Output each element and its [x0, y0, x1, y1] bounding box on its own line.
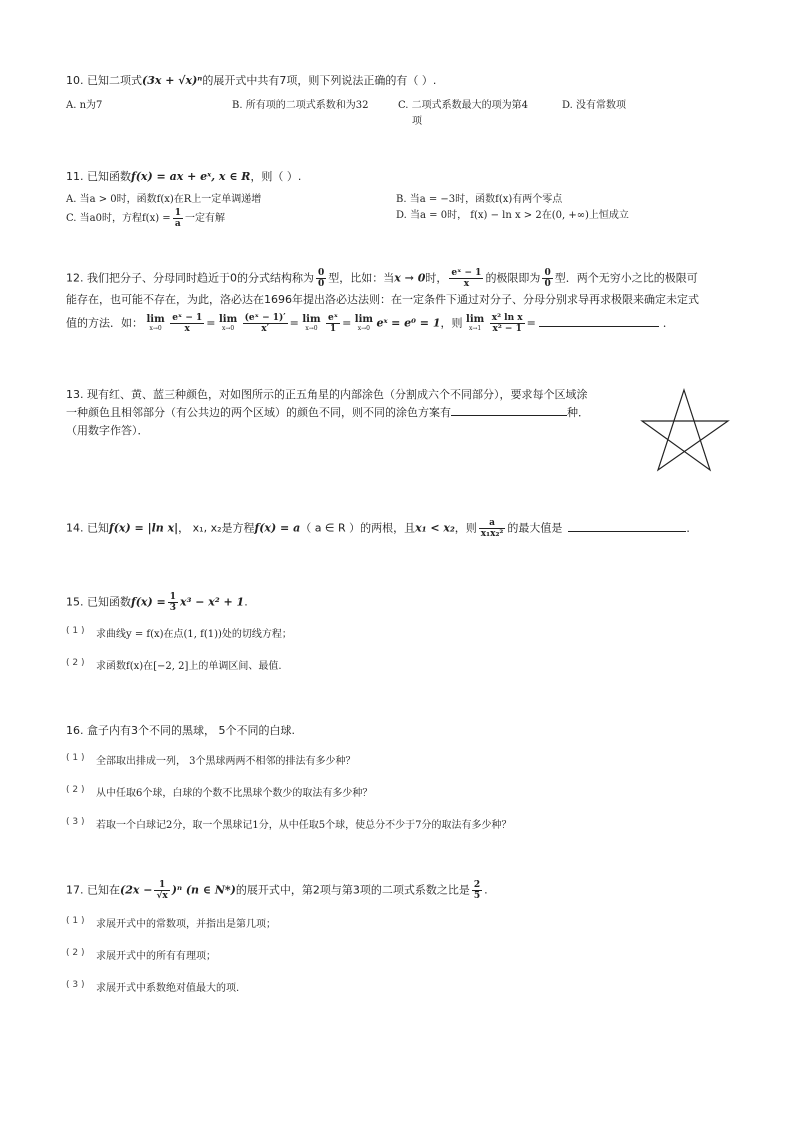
q12-lim-2-text: lim	[218, 313, 238, 325]
q10-option-d[interactable]: D. 没有常数项	[562, 100, 627, 111]
q17-inner-frac-num: 1	[154, 880, 169, 891]
pentagram-star-outline	[642, 390, 728, 470]
q10-option-c[interactable]: C. 二项式系数最大的项为第4	[398, 100, 529, 111]
q12-line-3: 值的方法．如： lim x→0 $\frac{\text{eˣ − 1}}{x}$ = lim x→0 $\frac{\text{(eˣ − 1)′}}{x'}$ = lim x→0 $\frac{\text{eˣ}}{1}$ = lim x→0 eˣ = e⁰ = 1，则 lim x→1 $\frac{\text{x² ln x}}{\text{x² − 1}}$ = ．	[66, 313, 674, 334]
q12-lim-frac-2	[243, 313, 288, 334]
q12-lim-1-text: lim	[146, 313, 165, 325]
q11-c-fraction	[173, 208, 183, 229]
q12-lim-4-sub: x→0	[357, 324, 370, 332]
q11-option-c-text: C. 当a0时，方程f(x) =	[66, 213, 171, 224]
q12-lim-3-sub: x→0	[305, 324, 318, 332]
q16-sub-1-num: ( 1 )	[66, 753, 85, 763]
q14-stem	[66, 518, 730, 539]
q11-option-c-tail: 一定有解	[184, 213, 225, 224]
q14-f-abs: f(x) = |ln x|	[109, 521, 179, 535]
question-10-stem	[66, 72, 730, 90]
q15-sub-2-text: 求函数f(x)在[−2, 2]上的单调区间、最值.	[96, 661, 282, 672]
q12-frac-00-num: 0	[318, 268, 325, 278]
q14-stem-a: 14. 已知	[66, 521, 109, 535]
q12-question-frac-den: x² − 1	[492, 324, 522, 334]
q12-lim-5-text: lim	[466, 313, 485, 325]
q13-line-2	[66, 404, 636, 422]
q14-stem-d: ，则	[454, 521, 477, 535]
q12-frac-00b-den: 0	[544, 279, 551, 289]
question-17	[66, 880, 730, 997]
q12-line1-b: 型，比如：当	[328, 271, 395, 285]
question-11	[66, 168, 730, 228]
q13-answer-blank[interactable]	[451, 414, 567, 416]
q14-ratio	[479, 518, 506, 539]
q10-option-a[interactable]: A. n为7	[66, 100, 103, 111]
q11-option-d[interactable]: D. 当a = 0时， f(x) − ln x > 2在(0, +∞)上恒成立	[396, 210, 629, 221]
q12-line-2: 能存在，也可能不存在，为此，洛必达在1696年提出洛必达法则：在一定条件下通过对分子、分母分别求导再求极限来确定未定式	[66, 293, 699, 306]
q15-frac	[168, 592, 178, 613]
q17-inner-frac-den: √x	[156, 891, 168, 901]
q17-sub-3	[66, 981, 730, 997]
q17-stem-end: .	[484, 883, 488, 897]
q10-option-b[interactable]: B. 所有项的二项式系数和为32	[232, 100, 369, 111]
q17-sub-1	[66, 917, 730, 933]
q12-lim-frac-3-num: eˣ	[328, 313, 339, 323]
q17-stem-b: 的展开式中，第2项与第3项的二项式系数之比是	[235, 883, 470, 897]
q15-stem	[66, 592, 730, 613]
q12-lim-4	[355, 315, 373, 333]
q12-lim-3-text: lim	[302, 313, 321, 325]
q11-option-c[interactable]	[66, 208, 225, 229]
q12-lim-1	[147, 315, 165, 333]
q13-line-1: 13. 现有红、黄、蓝三种颜色，对如图所示的正五角星的内部涂色（分割成六个不同部分），要求每个区域涂	[66, 388, 588, 401]
q13-line-3: （用数字作答）．	[66, 424, 149, 437]
q12-lim-5	[466, 315, 484, 333]
question-11-stem	[66, 168, 730, 186]
q15-sub-1	[66, 627, 730, 643]
q14-ratio-num: a	[479, 518, 506, 529]
q12-line1-a: 12. 我们把分子、分母同时趋近于0的分式结构称为	[66, 271, 314, 285]
q12-frac-ex-num: eˣ − 1	[451, 268, 482, 278]
q15-frac-den: 3	[169, 603, 177, 613]
q12-frac-00-den: 0	[318, 279, 325, 289]
question-13	[66, 386, 636, 440]
question-10	[66, 72, 730, 130]
q11-options	[66, 192, 730, 228]
pentagram-figure	[636, 386, 736, 476]
q10-options	[66, 98, 730, 130]
q17-ratio	[472, 880, 482, 901]
q10-stem-post: 的展开式中共有7项，则下列说法正确的有（ ）.	[202, 74, 437, 87]
question-14	[66, 518, 730, 539]
q16-sub-3-num: ( 3 )	[66, 817, 85, 827]
q12-lim-4-text: lim	[354, 313, 373, 325]
q12-line1-d: 的极限即为	[485, 271, 541, 285]
q11-option-b[interactable]: B. 当a = −3时，函数f(x)有两个零点	[396, 194, 563, 205]
q12-frac-ex	[449, 268, 483, 289]
q14-stem-e: 的最大值是	[507, 521, 563, 535]
q17-sub-1-num: ( 1 )	[66, 916, 85, 926]
q12-line3-b: ，则	[440, 316, 463, 330]
q12-frac-ex-den: x	[463, 279, 470, 289]
q11-stem-pre: 11. 已知函数	[66, 170, 131, 183]
q12-frac-00	[316, 268, 326, 289]
q12-line1-e: 型．两个无穷小之比的极限可	[554, 271, 698, 285]
q12-answer-blank[interactable]	[539, 325, 659, 327]
q15-expr-post: x³ − x² + 1	[180, 595, 245, 609]
q12-lim-2-sub: x→0	[221, 324, 235, 332]
q17-expr-b: )ⁿ (n ∈ N*)	[171, 883, 236, 897]
q17-sub-3-text: 求展开式中系数绝对值最大的项.	[96, 983, 240, 994]
q12-lim-frac-3-den: 1	[329, 324, 337, 334]
q17-stem-a: 17. 已知在	[66, 883, 120, 897]
q17-inner-frac	[154, 880, 169, 901]
q12-chain-tail: = e⁰ = 1	[391, 316, 441, 330]
q16-sub-1-text: 全部取出排成一列， 3个黑球两两不相邻的排法有多少种？	[96, 756, 356, 767]
q16-sub-2-text: 从中任取6个球，白球的个数不比黑球个数少的取法有多少种？	[96, 788, 373, 799]
q14-answer-blank[interactable]	[568, 530, 686, 532]
q11-option-a[interactable]: A. 当a > 0时，函数f(x)在R上一定单调递增	[66, 194, 262, 205]
q15-stem-pre: 15. 已知函数	[66, 595, 131, 609]
q14-ratio-den: x₁x₂²	[480, 529, 504, 539]
q17-ratio-num: 2	[473, 880, 481, 890]
q16-stem: 16. 盒子内有3个不同的黑球， 5个不同的白球.	[66, 724, 295, 737]
q15-frac-num: 1	[169, 592, 177, 602]
q12-lim-frac-1	[170, 313, 204, 334]
q12-line3-a: 值的方法．如：	[66, 316, 143, 330]
q12-frac-00b	[542, 268, 552, 289]
q17-stem	[66, 880, 730, 901]
q12-line1-c: 时，	[425, 271, 448, 285]
question-15	[66, 592, 730, 675]
q17-sub-2-text: 求展开式中的所有有理项；	[96, 951, 216, 962]
q11-c-frac-num: 1	[174, 208, 181, 218]
q17-sub-3-num: ( 3 )	[66, 980, 85, 990]
q17-sub-2	[66, 949, 730, 965]
q17-expr-a: (2x −	[120, 883, 153, 897]
q14-stem-c: （ a ∈ R ）的两根，且	[300, 521, 416, 535]
q14-ineq: x₁ < x₂	[415, 521, 455, 535]
question-12	[66, 268, 730, 334]
q12-question-frac-num: x² ln x	[491, 313, 523, 323]
q12-lim-frac-1-den: x	[184, 324, 190, 334]
q12-lim-3	[302, 315, 320, 333]
q16-sub-3	[66, 818, 730, 834]
q11-stem-post: ，则（ ）.	[250, 170, 302, 183]
q12-question-frac	[490, 313, 525, 334]
q11-c-frac-den: a	[174, 219, 181, 229]
q14-f-eq: f(x) = a	[254, 521, 301, 535]
q11-expr: f(x) = ax + eˣ, x ∈ R	[131, 170, 251, 183]
q17-ratio-den: 5	[473, 891, 481, 901]
q12-lim-2	[219, 315, 237, 333]
q15-sub-2	[66, 659, 730, 675]
q17-sub-2-num: ( 2 )	[66, 948, 85, 958]
q15-expr-pre: f(x) =	[131, 595, 166, 609]
q16-sub-1	[66, 754, 730, 770]
q15-sub-1-text: 求曲线y = f(x)在点(1, f(1))处的切线方程；	[96, 629, 292, 640]
q13-line2-b: 种．	[567, 406, 589, 419]
q15-sub-2-num: ( 2 )	[66, 658, 85, 668]
q14-stem-end: ．	[686, 521, 698, 535]
q14-stem-b: ， x₁, x₂是方程	[178, 521, 255, 535]
q12-x-to-0: x → 0	[394, 271, 426, 285]
q12-frac-00b-num: 0	[544, 268, 551, 278]
q16-sub-2-num: ( 2 )	[66, 785, 85, 795]
q15-sub-1-num: ( 1 )	[66, 626, 85, 636]
q10-stem-pre: 10. 已知二项式	[66, 74, 142, 87]
q10-option-c-wrap: 项	[412, 116, 422, 127]
q17-sub-1-text: 求展开式中的常数项，并指出是第几项；	[96, 919, 276, 930]
q12-lim-frac-2-num: (eˣ − 1)′	[244, 313, 286, 323]
q12-lim-frac-3	[326, 313, 340, 334]
q16-sub-2	[66, 786, 730, 802]
q12-line-1	[66, 268, 730, 289]
q12-lim-frac-1-num: eˣ − 1	[172, 313, 203, 323]
q12-ex-term: eˣ	[376, 316, 388, 330]
q10-expr: (3x + √x)ⁿ	[142, 74, 203, 87]
q16-sub-3-text: 若取一个白球记2分，取一个黑球记1分，从中任取5个球，使总分不少于7分的取法有多少种？	[96, 820, 512, 831]
q12-line3-end: ．	[662, 316, 674, 330]
q12-lim-5-sub: x→1	[468, 324, 482, 332]
question-16	[66, 722, 730, 834]
q12-lim-1-sub: x→0	[149, 324, 162, 332]
q12-lim-frac-2-den: x′	[261, 324, 270, 334]
q15-stem-end: .	[244, 595, 248, 609]
q13-line2-a: 一种颜色且相邻部分（有公共边的两个区域）的颜色不同，则不同的涂色方案有	[66, 406, 451, 419]
